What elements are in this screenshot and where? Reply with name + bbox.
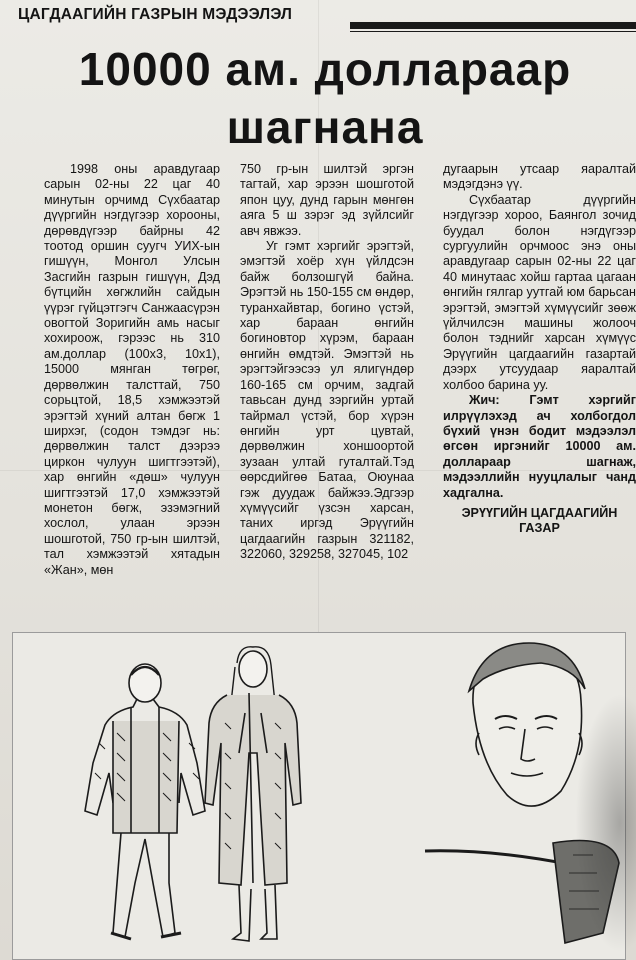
column-1-paragraph: 1998 оны аравдугаар сарын 02-ны 22 цаг 40 минутын орчимд Сүхбаатар дүүргийн нэгдүгээр хорооны, дөрөвдүгээр байрны 42 тоотод оршин суугч УИХ-ын гишүүн, Монгол Улсын Засгийн газрын гишүүн, Дэд бүтцийн хөгжлийн сайдын үүрэг гүйцэтгэгч Санжаасүрэн овогтой Зоригийн амь насыг хохироож, гэрээс нь 310 ам.доллар (100х3, 10х1), 15000 мянган төгрөг, дөрвөлжин талсттай, 750 сорьцтой, 18,5 хэмжээтэй эрэгтэй хүний алтан бөгж 1 ширхэг, (содон тэмдэг нь: дөрвөлжин талст дээрээ циркон чулуун шигтгээтэй), хар өнгийн «дөш» чулуун шигтгээтэй 17,0 хэмжээтэй монетон бөгж, эзэмэгний хослол, улаан эрээн шошготой, 750 гр-ын шилтэй, тал хэмжээтэй хятадын «Жан», мөн xyxy=(44,162,220,577)
column-3-paragraph-2: Сүхбаатар дүүргийн нэгдүгээр хороо, Баянгол зочид буудал болон нэгдүгээр сургуулийн орчмоос энэ оны аравдугаар сарын 02-ны 22 цаг 40 минутаас хойш гартаа цагаан өнгийн гялгар уутгай юм барьсан эрэгтэй, эмэгтэй хүмүүсийг зөөж үйлчилсэн машины жолооч болон тэднийг харсан хүмүүс Эрүүгийн цагдаагийн газартай дээрх утсуудаар яаралтай холбоо барина уу. xyxy=(443,192,636,392)
article-column-2 xyxy=(240,162,414,563)
column-2-paragraph-1: 750 гр-ын шилтэй эргэн тагтай, хар эрээн шошготой япон цуу, дунд гарын мөнгөн аяга 5 ш зэрэг эд зүйлсийг авч явжээ. xyxy=(240,162,414,238)
headline xyxy=(30,40,620,156)
kicker-rule-thin xyxy=(350,31,636,32)
male-suspect-sketch xyxy=(85,664,205,939)
column-3-paragraph-1: дугаарын утсаар яаралтай мэдэгдэнэ үү. xyxy=(443,162,636,192)
kicker-rule xyxy=(350,22,636,29)
suspect-illustration-panel xyxy=(12,632,626,960)
article-column-1 xyxy=(44,162,220,578)
fold-shadow xyxy=(575,693,636,953)
article-column-3 xyxy=(443,162,636,537)
signature-line-1: ЭРҮҮГИЙН ЦАГДААГИЙН xyxy=(461,505,618,520)
suspect-sketches xyxy=(13,633,625,959)
female-suspect-sketch xyxy=(205,647,301,941)
column-2-paragraph-2: Уг гэмт хэргийг эрэгтэй, эмэгтэй хоёр хүн үйлдсэн байж болзошгүй байна. Эрэгтэй нь 150-155 см өндөр, туранхайвтар, богино үстэй, хар бараан өнгийн богиновтор хүрэм, бараан өнгийн өмдтэй. Эмэгтэй нь эрэгтэйгээсээ ул ялигүндөр 160-165 см орчим, задгай тавьсан дунд зэргийн уртай тайрмал үстэй, бор хүрэн өнгийн урт цувтай, дөрвөлжин хоншоортой зузаан ултай гуталтай.Тэд өөрсдийгөө Батаа, Оюунаа гэж дуудаж байжээ.Эдгээр хүмүүсийг үзсэн харсан, таних иргэд Эрүүгийн цагдаагийн газрын 321182, 322060, 329258, 327045, 102 xyxy=(240,239,414,562)
face-sketch xyxy=(469,643,585,806)
headline-line-2: шагнана xyxy=(226,101,424,153)
headline-line-1: 10000 ам. доллараар xyxy=(78,43,572,95)
reward-note: Жич: Гэмт хэргийг илрүүлэхэд ач холбогдол бүхий үнэн бодит мэдээлэл өгсөн иргэнийг 10000 ам. доллараар шагнаж, мэдээллийн нууцлалыг чанд хадгална. xyxy=(443,393,636,500)
section-kicker: ЦАГДААГИЙН ГАЗРЫН МЭДЭЭЛЭЛ xyxy=(18,6,293,23)
signature-line-2: ГАЗАР xyxy=(519,521,560,536)
